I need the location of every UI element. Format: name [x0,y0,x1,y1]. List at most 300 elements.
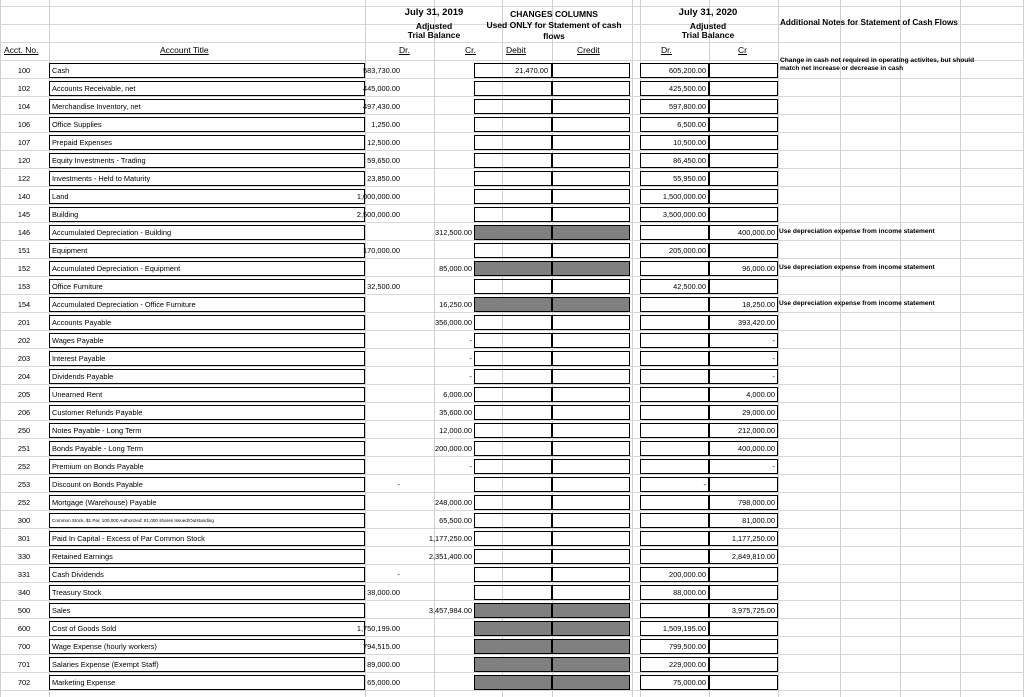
dr-2020-value [640,296,706,314]
debit-change-value[interactable] [474,80,548,98]
account-number: 102 [17,84,31,93]
credit-change-value[interactable] [552,206,626,224]
depr-note-equipment: Use depreciation expense from income statement [779,264,935,271]
dr-2020-value [640,602,706,620]
dr-2020-value: 597,800.00 [669,102,706,111]
debit-change-value[interactable] [474,350,548,368]
account-number: 151 [17,246,31,255]
depr-note-office-furniture: Use depreciation expense from income statement [779,300,935,307]
period-2019-header: July 31, 2019 [404,7,464,18]
cr-2019-value: 65,500.00 [439,516,472,525]
adjusted-2019-label: Adjusted [415,21,453,31]
account-number: 100 [17,66,31,75]
account-title: Accumulated Depreciation - Office Furniture [52,300,196,309]
dr-2019-value: 59,650.00 [367,156,400,165]
credit-change-value[interactable] [552,296,626,314]
cr-2019-value [404,242,472,260]
credit-change-value[interactable] [552,548,626,566]
account-title: Merchandise Inventory, net [52,102,141,111]
depr-note-building: Use depreciation expense from income statement [779,228,935,235]
dr-2019-value: 583,730.00 [363,66,400,75]
cr-2020-value [709,674,775,692]
col-header-cr-2019: Cr. [465,45,476,55]
account-number: 106 [17,120,31,129]
credit-change-value[interactable] [552,116,626,134]
cr-2019-value: 16,250.00 [439,300,472,309]
cr-2019-value: 1,177,250.00 [428,534,472,543]
table-row [0,350,1024,368]
credit-change-value[interactable] [552,332,626,350]
grid-row-line [0,42,1024,43]
dr-2020-value: 86,450.00 [673,156,706,165]
dr-2019-value: 445,000.00 [363,84,400,93]
account-title: Premium on Bonds Payable [52,462,144,471]
cr-2020-value: 3,975,725.00 [731,606,775,615]
account-title: Customer Refunds Payable [52,408,143,417]
table-row [0,134,1024,152]
cr-2020-value [709,152,775,170]
cash-note-line2: match net increase or decrease in cash [780,65,904,72]
credit-change-value[interactable] [552,458,626,476]
cr-2020-value: 29,000.00 [742,408,775,417]
account-title: Wage Expense (hourly workers) [52,642,157,651]
cr-2020-value: - [772,372,775,381]
cr-2019-value [404,134,472,152]
cr-2020-value: 400,000.00 [738,228,775,237]
trial-balance-2020-label: Trial Balance [681,30,735,40]
cr-2020-value: 212,000.00 [738,426,775,435]
cr-2019-value: - [469,372,472,381]
credit-change-value[interactable] [552,170,626,188]
credit-change-value[interactable] [552,152,626,170]
trial-balance-2019-label: Trial Balance [407,30,461,40]
credit-change-value[interactable] [552,638,626,656]
table-row [0,566,1024,584]
cr-2020-value: 1,177,250.00 [731,534,775,543]
cr-2019-value [404,566,472,584]
dr-2019-value: 65,000.00 [367,678,400,687]
changes-columns-flows: flows [543,31,565,41]
account-number: 202 [17,336,31,345]
dr-2020-value [640,368,706,386]
account-title: Unearned Rent [52,390,103,399]
account-title: Cash Dividends [52,570,104,579]
cr-2020-value: 4,000.00 [746,390,775,399]
cr-2019-value [404,98,472,116]
dr-2019-value [330,422,400,440]
account-number: 152 [17,264,31,273]
cr-2019-value [404,62,472,80]
debit-change-value[interactable] [474,512,548,530]
account-number: 330 [17,552,31,561]
account-number: 500 [17,606,31,615]
account-number: 203 [17,354,31,363]
debit-change-value[interactable] [474,242,548,260]
dr-2020-value [640,332,706,350]
dr-2020-value [640,224,706,242]
dr-2020-value: 1,509,195.00 [662,624,706,633]
cr-2020-value [709,584,775,602]
debit-change-value[interactable] [474,116,548,134]
dr-2019-value [330,458,400,476]
debit-change-value[interactable]: 21,470.00 [515,66,548,75]
account-number: 301 [17,534,31,543]
dr-2019-value: 1,000,000.00 [356,192,400,201]
debit-change-value[interactable] [474,404,548,422]
col-header-acct-no: Acct. No. [4,45,39,55]
dr-2020-value [640,494,706,512]
cr-2020-value [709,134,775,152]
grid-row-line [0,6,1024,7]
dr-2019-value: 1,750,199.00 [356,624,400,633]
cr-2019-value: 200,000.00 [435,444,472,453]
account-title: Mortgage (Warehouse) Payable [52,498,157,507]
table-row [0,332,1024,350]
dr-2019-value: 38,000.00 [367,588,400,597]
col-header-debit: Debit [506,45,526,55]
cr-2019-value: - [469,336,472,345]
account-number: 250 [17,426,31,435]
debit-change-value[interactable] [474,602,548,620]
cr-2020-value [709,170,775,188]
cr-2019-value: 3,457,984.00 [428,606,472,615]
account-title: Dividends Payable [52,372,114,381]
dr-2019-value [330,386,400,404]
dr-2019-value [330,440,400,458]
dr-2020-value: 799,500.00 [669,642,706,651]
table-row [0,206,1024,224]
table-row [0,368,1024,386]
debit-change-value[interactable] [474,494,548,512]
credit-change-value[interactable] [552,620,626,638]
account-title: Accounts Receivable, net [52,84,136,93]
account-number: 702 [17,678,31,687]
dr-2019-value [330,602,400,620]
dr-2019-value: 2,500,000.00 [356,210,400,219]
account-number: 153 [17,282,31,291]
cr-2019-value: 12,000.00 [439,426,472,435]
debit-change-value[interactable] [474,422,548,440]
account-number: 104 [17,102,31,111]
cr-2020-value [709,620,775,638]
credit-change-value[interactable] [552,440,626,458]
table-row [0,404,1024,422]
cr-2020-value [709,62,775,80]
debit-change-value[interactable] [474,476,548,494]
credit-change-value[interactable] [552,476,626,494]
table-row [0,386,1024,404]
cr-2019-value: 248,000.00 [435,498,472,507]
dr-2019-value: 497,430.00 [363,102,400,111]
table-row [0,188,1024,206]
account-title: Cost of Goods Sold [52,624,117,633]
cr-2020-value [709,476,775,494]
cr-2019-value [404,620,472,638]
table-row [0,116,1024,134]
account-number: 340 [17,588,31,597]
cash-note-line1: Change in cash not required in operating activites, but should [780,57,975,64]
table-row [0,620,1024,638]
debit-change-value[interactable] [474,152,548,170]
additional-notes-header: Additional Notes for Statement of Cash Flows [780,18,958,27]
debit-change-value[interactable] [474,548,548,566]
account-title: Accumulated Depreciation - Building [52,228,172,237]
debit-change-value[interactable] [474,206,548,224]
cr-2019-value: 2,351,400.00 [428,552,472,561]
cr-2019-value: - [469,462,472,471]
dr-2019-value [330,512,400,530]
cr-2019-value [404,584,472,602]
account-number: 331 [17,570,31,579]
account-title: Marketing Expense [52,678,116,687]
account-title: Cash [52,66,70,75]
account-number: 251 [17,444,31,453]
dr-2020-value [640,440,706,458]
col-header-dr-2020: Dr. [661,45,672,55]
credit-change-value[interactable] [552,224,626,242]
credit-change-value[interactable] [552,368,626,386]
account-number: 154 [17,300,31,309]
debit-change-value[interactable] [474,260,548,278]
cr-2020-value [709,566,775,584]
dr-2019-value [330,494,400,512]
cr-2019-value: 356,000.00 [435,318,472,327]
debit-change-value[interactable] [474,224,548,242]
cr-2019-value: 85,000.00 [439,264,472,273]
table-row [0,476,1024,494]
dr-2019-value: 794,515.00 [363,642,400,651]
credit-change-value[interactable] [552,386,626,404]
cr-2019-value [404,170,472,188]
account-number: 145 [17,210,31,219]
table-row [0,62,1024,80]
dr-2020-value [640,404,706,422]
credit-change-value[interactable] [552,134,626,152]
debit-change-value[interactable] [474,134,548,152]
dr-2020-value [640,314,706,332]
dr-2019-value: 32,500.00 [367,282,400,291]
debit-change-value[interactable] [474,296,548,314]
col-header-credit: Credit [577,45,600,55]
col-header-cr-2020: Cr [738,45,747,55]
table-row [0,314,1024,332]
dr-2020-value: 88,000.00 [673,588,706,597]
debit-change-value[interactable] [474,170,548,188]
cr-2019-value [404,152,472,170]
credit-change-value[interactable] [552,188,626,206]
dr-2019-value [330,350,400,368]
debit-change-value[interactable] [474,584,548,602]
credit-change-value[interactable] [552,602,626,620]
dr-2019-value [330,548,400,566]
table-row [0,530,1024,548]
table-row [0,152,1024,170]
dr-2020-value [640,386,706,404]
account-number: 252 [17,498,31,507]
cr-2020-value [709,188,775,206]
cr-2020-value: 18,250.00 [742,300,775,309]
credit-change-value[interactable] [552,494,626,512]
debit-change-value[interactable] [474,620,548,638]
cr-2020-value [709,656,775,674]
table-row [0,512,1024,530]
dr-2020-value [640,512,706,530]
cr-2020-value [709,638,775,656]
account-title: Notes Payable - Long Term [52,426,142,435]
changes-columns-header: CHANGES COLUMNS [510,9,598,19]
cr-2019-value: - [469,354,472,363]
dr-2019-value: 12,500.00 [367,138,400,147]
cr-2019-value [404,206,472,224]
dr-2019-value [330,368,400,386]
table-row [0,584,1024,602]
credit-change-value[interactable] [552,674,626,692]
changes-columns-subheader: Used ONLY for Statement of cash [486,20,622,30]
table-row [0,80,1024,98]
debit-change-value[interactable] [474,566,548,584]
account-title: Land [52,192,69,201]
cr-2019-value: 6,000.00 [443,390,472,399]
dr-2019-value: 1,250.00 [371,120,400,129]
debit-change-value[interactable] [474,278,548,296]
credit-change-value[interactable] [552,242,626,260]
debit-change-value[interactable] [474,386,548,404]
table-row [0,260,1024,278]
account-title: Investments - Held to Maturity [52,174,151,183]
account-title: Accumulated Depreciation - Equipment [52,264,181,273]
account-number: 253 [17,480,31,489]
credit-change-value[interactable] [552,656,626,674]
cr-2020-value [709,80,775,98]
account-number: 146 [17,228,31,237]
account-title: Building [52,210,79,219]
debit-change-value[interactable] [474,98,548,116]
dr-2019-value: - [397,570,400,579]
account-title: Office Furniture [52,282,103,291]
debit-change-value[interactable] [474,440,548,458]
cr-2020-value [709,278,775,296]
credit-change-value[interactable] [552,278,626,296]
dr-2020-value: 55,950.00 [673,174,706,183]
dr-2020-value: 200,000.00 [669,570,706,579]
debit-change-value[interactable] [474,530,548,548]
dr-2019-value [330,224,400,242]
debit-change-value[interactable] [474,368,548,386]
account-title: Salaries Expense (Exempt Staff) [52,660,159,669]
cr-2019-value [404,674,472,692]
dr-2019-value [330,314,400,332]
cr-2019-value [404,638,472,656]
period-2020-header: July 31, 2020 [678,7,738,18]
account-title: Paid In Capital - Excess of Par Common Stock [52,534,205,543]
debit-change-value[interactable] [474,638,548,656]
dr-2020-value: 1,500,000.00 [662,192,706,201]
cr-2020-value: 400,000.00 [738,444,775,453]
credit-change-value[interactable] [552,98,626,116]
dr-2020-value [640,350,706,368]
account-title: Accounts Payable [52,318,112,327]
dr-2019-value [330,332,400,350]
credit-change-value[interactable] [552,404,626,422]
cr-2019-value [404,656,472,674]
table-row [0,296,1024,314]
account-title: Equipment [52,246,88,255]
account-number: 700 [17,642,31,651]
dr-2020-value: 425,500.00 [669,84,706,93]
cr-2020-value: 393,420.00 [738,318,775,327]
credit-change-value[interactable] [552,584,626,602]
account-number: 140 [17,192,31,201]
account-title: Office Supplies [52,120,102,129]
dr-2020-value: 42,500.00 [673,282,706,291]
debit-change-value[interactable] [474,314,548,332]
dr-2020-value: 3,500,000.00 [662,210,706,219]
cr-2019-value [404,476,472,494]
col-header-dr-2019: Dr. [399,45,410,55]
table-row [0,440,1024,458]
table-row [0,98,1024,116]
account-title: Equity Investments - Trading [52,156,146,165]
account-number: 201 [17,318,31,327]
cr-2019-value: 312,500.00 [435,228,472,237]
credit-change-value[interactable] [552,566,626,584]
debit-change-value[interactable] [474,458,548,476]
credit-change-value[interactable] [552,62,626,80]
account-number: 701 [17,660,31,669]
cr-2020-value: - [772,336,775,345]
dr-2019-value [330,530,400,548]
credit-change-value[interactable] [552,422,626,440]
table-row [0,656,1024,674]
table-row [0,224,1024,242]
dr-2020-value: 605,200.00 [669,66,706,75]
table-row [0,602,1024,620]
debit-change-value[interactable] [474,188,548,206]
table-row [0,242,1024,260]
debit-change-value[interactable] [474,656,548,674]
account-title: Interest Payable [52,354,106,363]
debit-change-value[interactable] [474,674,548,692]
credit-change-value[interactable] [552,512,626,530]
account-title: Wages Payable [52,336,104,345]
dr-2019-value: - [397,480,400,489]
account-title: Discount on Bonds Payable [52,480,143,489]
account-number: 122 [17,174,31,183]
dr-2020-value: - [703,480,706,489]
account-title: Bonds Payable - Long Term [52,444,144,453]
table-row [0,458,1024,476]
credit-change-value[interactable] [552,530,626,548]
table-row [0,170,1024,188]
account-number: 204 [17,372,31,381]
account-number: 252 [17,462,31,471]
account-number: 600 [17,624,31,633]
table-row [0,638,1024,656]
credit-change-value[interactable] [552,80,626,98]
dr-2019-value [330,260,400,278]
debit-change-value[interactable] [474,332,548,350]
cr-2019-value: 35,600.00 [439,408,472,417]
credit-change-value[interactable] [552,350,626,368]
table-row [0,674,1024,692]
account-title: Common Stock, $1 Par, 100,000 Authorized; 81,000 shares Issued/Outstanding [52,518,214,523]
dr-2020-value: 10,500.00 [673,138,706,147]
table-row [0,494,1024,512]
credit-change-value[interactable] [552,314,626,332]
credit-change-value[interactable] [552,260,626,278]
account-number: 206 [17,408,31,417]
account-title: Prepaid Expenses [52,138,112,147]
